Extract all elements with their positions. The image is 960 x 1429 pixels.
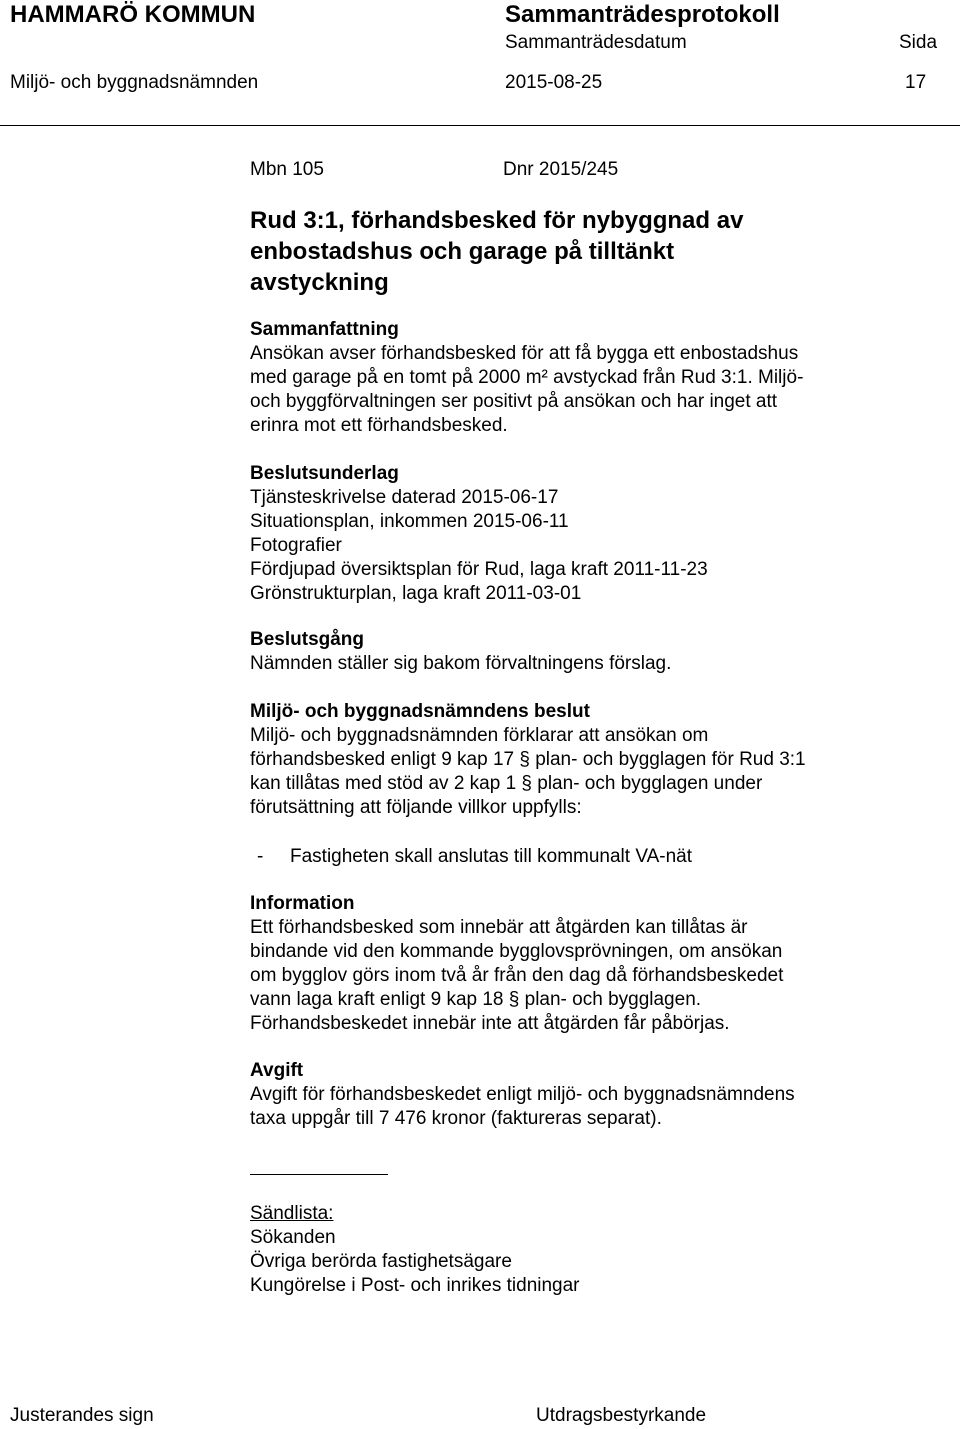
- case-title-line: avstyckning: [250, 269, 389, 296]
- municipality-name: HAMMARÖ KOMMUN: [10, 1, 256, 28]
- summary-line: erinra mot ett förhandsbesked.: [250, 415, 508, 436]
- basis-item: Grönstrukturplan, laga kraft 2011-03-01: [250, 583, 582, 604]
- summary-section: [250, 318, 803, 438]
- basis-heading: Beslutsunderlag: [250, 463, 399, 484]
- fee-heading: Avgift: [250, 1060, 304, 1081]
- case-number: Mbn 105: [250, 159, 324, 180]
- page-number: 17: [905, 72, 927, 93]
- document-type: Sammanträdesprotokoll: [505, 1, 780, 28]
- decision-line: kan tillåtas med stöd av 2 kap 1 § plan- och bygglagen under: [250, 773, 763, 794]
- information-section: [250, 892, 783, 1036]
- footer-certification-label: Utdragsbestyrkande: [536, 1405, 707, 1426]
- header-rule: [0, 125, 960, 126]
- basis-item: Tjänsteskrivelse daterad 2015-06-17: [250, 487, 559, 508]
- distribution-section: [250, 1202, 580, 1298]
- date-label: Sammanträdesdatum: [505, 32, 687, 53]
- separator-line: [250, 1174, 388, 1175]
- page-label: Sida: [899, 32, 938, 53]
- information-line: Ett förhandsbesked som innebär att åtgärden kan tillåtas är: [250, 917, 748, 938]
- condition-dash: -: [257, 846, 264, 867]
- procedure-section: [250, 628, 671, 676]
- case-title-line: enbostadshus och garage på tilltänkt: [250, 238, 675, 265]
- information-line: bindande vid den kommande bygglovsprövningen, om ansökan: [250, 941, 783, 962]
- fee-section: [250, 1059, 795, 1131]
- decision-line: Miljö- och byggnadsnämnden förklarar att ansökan om: [250, 725, 709, 746]
- procedure-text: Nämnden ställer sig bakom förvaltningens förslag.: [250, 653, 672, 674]
- information-line: vann laga kraft enligt 9 kap 18 § plan- och bygglagen.: [250, 989, 702, 1010]
- condition-text: Fastigheten skall anslutas till kommunalt VA-nät: [290, 846, 692, 867]
- information-line: om bygglov görs inom två år från den dag då förhandsbeskedet: [250, 965, 784, 986]
- decision-line: förutsättning att följande villkor uppfylls:: [250, 797, 582, 818]
- distribution-item: Kungörelse i Post- och inrikes tidningar: [250, 1275, 580, 1296]
- case-title: [250, 205, 743, 298]
- board-name: Miljö- och byggnadsnämnden: [10, 72, 259, 93]
- footer-sign-label: Justerandes sign: [10, 1405, 154, 1426]
- basis-section: [250, 462, 708, 606]
- distribution-item: Övriga berörda fastighetsägare: [250, 1251, 512, 1272]
- decision-line: förhandsbesked enligt 9 kap 17 § plan- och bygglagen för Rud 3:1: [250, 749, 806, 770]
- summary-line: och byggförvaltningen ser positivt på ansökan och har inget att: [250, 391, 778, 412]
- case-title-line: Rud 3:1, förhandsbesked för nybyggnad av: [250, 207, 744, 234]
- basis-item: Situationsplan, inkommen 2015-06-11: [250, 511, 569, 532]
- meeting-date: 2015-08-25: [505, 72, 603, 93]
- decision-section: [250, 700, 806, 820]
- information-heading: Information: [250, 893, 355, 914]
- summary-heading: Sammanfattning: [250, 319, 399, 340]
- basis-item: Fördjupad översiktsplan för Rud, laga kraft 2011-11-23: [250, 559, 708, 580]
- information-line: Förhandsbeskedet innebär inte att åtgärden får påbörjas.: [250, 1013, 730, 1034]
- case-dnr: Dnr 2015/245: [503, 159, 619, 180]
- summary-line: Ansökan avser förhandsbesked för att få bygga ett enbostadshus: [250, 343, 799, 364]
- basis-item: Fotografier: [250, 535, 342, 556]
- fee-line: Avgift för förhandsbeskedet enligt miljö- och byggnadsnämndens: [250, 1084, 795, 1105]
- decision-heading: Miljö- och byggnadsnämndens beslut: [250, 701, 590, 722]
- procedure-heading: Beslutsgång: [250, 629, 365, 650]
- summary-line: med garage på en tomt på 2000 m² avstyckad från Rud 3:1. Miljö-: [250, 367, 804, 388]
- distribution-heading: Sändlista:: [250, 1203, 334, 1224]
- distribution-item: Sökanden: [250, 1227, 336, 1248]
- fee-line: taxa uppgår till 7 476 kronor (faktureras separat).: [250, 1108, 662, 1129]
